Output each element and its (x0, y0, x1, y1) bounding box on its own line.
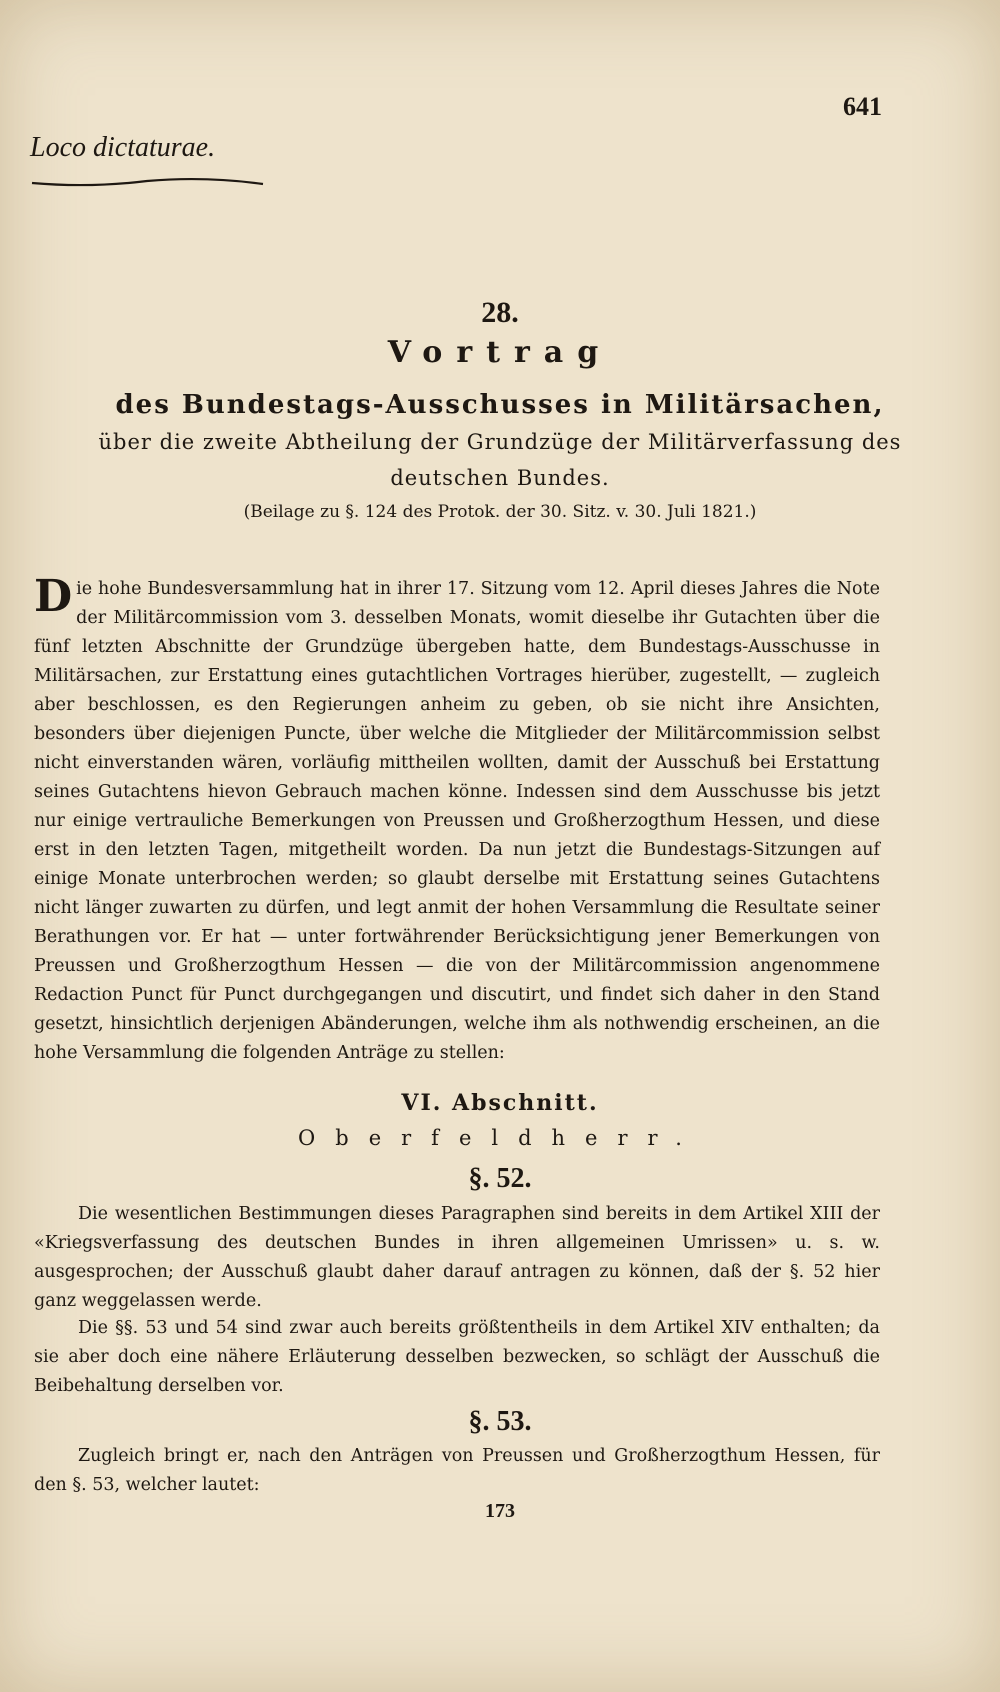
intro-text: ie hohe Bundesversammlung hat in ihrer 17. Sitzung vom 12. April dieses Jahres die Note der Militärcommission vom 3. desselben Monats, womit dieselbe ihr Gutachten über die fünf letzten Abschnitte der Grundzüge übergeben hatte, dem Bundestags-Ausschusse in Militärsachen, zur Erstattung eines gutachtlichen Vortrages hierüber, zugestellt, — zugleich aber beschlossen, es den Regierungen anheim zu geben, ob sie nicht ihre Ansichten, besonders über diejenigen Puncte, über welche die Mitglieder der Militärcommission selbst nicht einverstanden wären, vorläufig mittheilen wollten, damit der Ausschuß bei Erstattung seines Gutachtens hievon Gebrauch machen könne. Indessen sind dem Ausschusse bis jetzt nur einige vertrauliche Bemerkungen von Preussen und Großherzogthum Hessen, und diese erst in den letzten Tagen, mitgetheilt worden. Da nun jetzt die Bundestags-Sitzungen auf einige Monate unterbrochen werden; so glaubt derselbe mit Erstattung seines Gutachtens nicht länger zuwarten zu dürfen, und legt anmit der hohen Versammlung die Resultate seiner Berathungen vor. Er hat — unter fortwährender Berücksichtigung jener Bemerkungen von Preussen und Großherzogthum Hessen — die von der Militärcommission angenommene Redaction Punct für Punct durchgegangen und discutirt, und findet sich daher in den Stand gesetzt, hinsichtlich derjenigen Abänderungen, welche ihm als nothwendig erscheinen, an die hohe Versammlung die folgenden Anträge zu stellen: (34, 579, 880, 1063)
section-title: Oberfeldherr. (298, 1126, 702, 1150)
paragraph-53-text: Zugleich bringt er, nach den Anträgen von Preussen und Großherzogthum Hessen, für den §. 53, welcher lautet: (34, 1446, 880, 1495)
subtitle-line-3: deutschen Bundes. (390, 466, 610, 490)
intro-paragraph (34, 571, 880, 1068)
subtitle-line-2: über die zweite Abtheilung der Grundzüge der Militärverfassung des (98, 430, 902, 454)
drop-cap: D (34, 571, 73, 622)
page-number: 641 (843, 92, 882, 121)
beilage-reference: (Beilage zu §. 124 des Protok. der 30. Sitz. v. 30. Juli 1821.) (243, 502, 757, 522)
paragraph-52-text-1: Die wesentlichen Bestimmungen dieses Paragraphen sind bereits in dem Artikel XIII der «Kriegsverfassung des deutschen Bundes in ihren allgemeinen Umrissen» u. s. w. ausgesprochen; der Ausschuß glaubt daher darauf antragen zu können, daß der §. 52 hier ganz weggelassen werde. (34, 1204, 880, 1311)
signature-mark: 173 (485, 1500, 515, 1522)
margin-note: Loco dictaturae. (30, 132, 216, 163)
paragraph-53-heading: §. 53. (468, 1406, 532, 1437)
document-number: 28. (481, 296, 519, 329)
paragraph-52-heading: §. 52. (468, 1163, 532, 1194)
section-heading: VI. Abschnitt. (401, 1090, 599, 1116)
decorative-rule (30, 176, 265, 190)
paragraph-52-text-2: Die §§. 53 und 54 sind zwar auch bereits größtentheils in dem Artikel XIV enthalten; da sie aber doch eine nähere Erläuterung desselben bezwecken, so schlägt der Ausschuß die Beibehaltung derselben vor. (34, 1318, 880, 1396)
subtitle-line-1: des Bundestags-Ausschusses in Militärsachen, (115, 390, 885, 420)
document-heading: Vortrag (387, 335, 613, 370)
